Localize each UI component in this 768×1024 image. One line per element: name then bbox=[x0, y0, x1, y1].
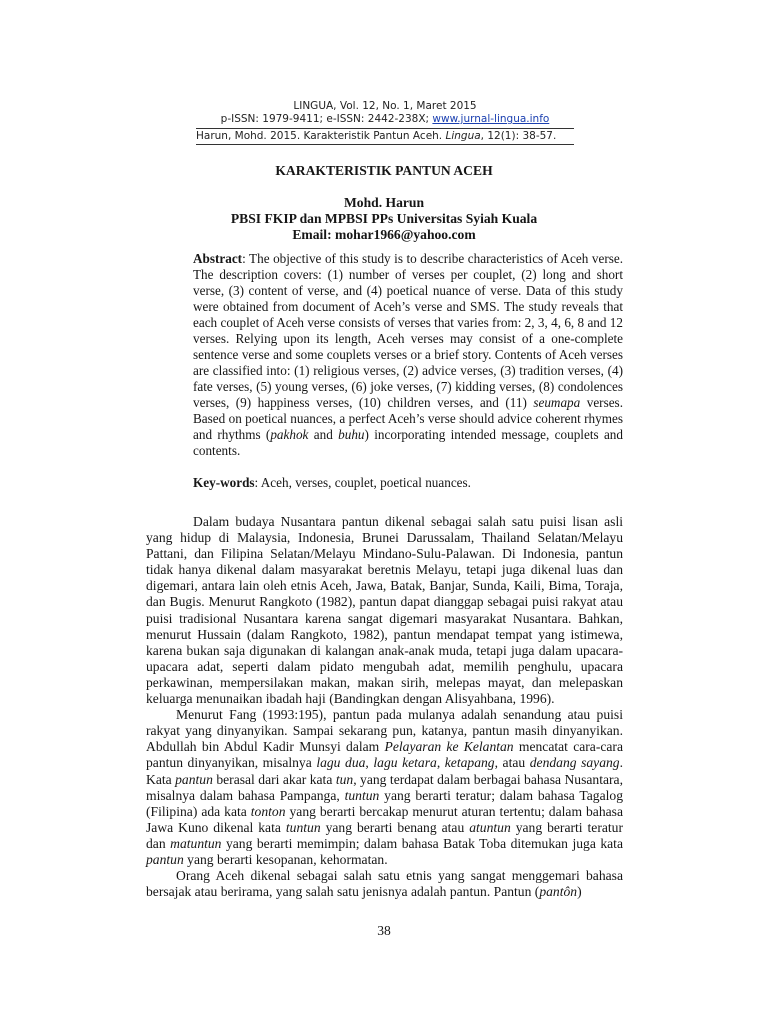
italic-term: tuntun bbox=[344, 787, 380, 803]
text-run: , bbox=[436, 755, 445, 771]
text-run: yang berarti kesopanan, kehormatan. bbox=[183, 851, 388, 867]
italic-term: matuntun bbox=[170, 835, 222, 851]
citation-prefix: Harun, Mohd. 2015. Karakteristik Pantun Aceh. bbox=[196, 130, 446, 142]
text-run: yang berarti benang atau bbox=[320, 819, 470, 835]
text-run: yang berarti teratur dan bbox=[146, 819, 623, 851]
text-run: mencatat cara-cara pantun dinyanyikan, misalnya bbox=[146, 739, 623, 771]
issn-line bbox=[196, 113, 574, 126]
term-seumapa: seumapa bbox=[533, 395, 581, 410]
article-title: KARAKTERISTIK PANTUN ACEH bbox=[275, 163, 493, 178]
title-block bbox=[0, 163, 768, 179]
term-buhu: buhu bbox=[338, 427, 365, 442]
text-run: Menurut Fang (1993:195), pantun pada mulanya adalah senandung atau puisi rakyat yang dinyanyikan. Sampai sekarang pun, katanya, pantun masih dinyanyikan. Abdullah bin Abdul Kadir Munsyi dalam bbox=[146, 707, 623, 755]
citation-suffix: , 12(1): 38-57. bbox=[480, 130, 557, 142]
author-email: Email: mohar1966@yahoo.com bbox=[292, 227, 476, 242]
text-run: , yang terdapat dalam berbagai bahasa Nusantara, misalnya dalam bahasa Pampanga, bbox=[146, 771, 623, 803]
keywords-text: : Aceh, verses, couplet, poetical nuances. bbox=[254, 475, 471, 490]
abstract-text: verses. Based on poetical nuances, a perfect Aceh’s verse should advice coherent rhymes and rhythms ( bbox=[193, 395, 623, 442]
body-text bbox=[146, 514, 623, 900]
italic-term: pantun bbox=[175, 771, 213, 787]
italic-term: Pelayaran ke Kelantan bbox=[384, 739, 514, 755]
text-run: yang berarti bercakap menurut aturan tertentu; dalam bahasa Jawa Kuno dikenal kata bbox=[146, 803, 623, 835]
abstract bbox=[193, 251, 623, 491]
italic-term: lagu dua bbox=[316, 755, 366, 771]
italic-term: tun bbox=[335, 771, 354, 787]
italic-term: dendang sayang bbox=[529, 755, 620, 771]
italic-term: pantun bbox=[146, 851, 184, 867]
author-affiliation: PBSI FKIP dan MPBSI PPs Universitas Syiah Kuala bbox=[230, 211, 538, 226]
italic-term: ketapang bbox=[444, 755, 495, 771]
italic-term: pantôn bbox=[539, 884, 578, 900]
keywords-label: Key-words bbox=[193, 475, 255, 490]
italic-term: lagu ketara bbox=[373, 755, 437, 771]
term-pakhok: pakhok bbox=[270, 427, 309, 442]
body-paragraph-3 bbox=[146, 868, 623, 900]
page-number: 38 bbox=[377, 923, 391, 938]
author-block bbox=[0, 195, 768, 243]
author-name: Mohd. Harun bbox=[343, 195, 425, 210]
italic-term: tonton bbox=[250, 803, 286, 819]
body-paragraph-1: Dalam budaya Nusantara pantun dikenal sebagai salah satu puisi lisan asli yang hidup di Malaysia, Indonesia, Brunei Darussalam, Thailand Selatan/Melayu Pattani, dan Filipina Selatan/Melayu Mindano-Sulu-Palawan. Di Indonesia, pantun tidak hanya dikenal dalam masyarakat beretnis Melayu, tetapi juga dikenal luas dan digemari, antara lain oleh etnis Aceh, Jawa, Batak, Banjar, Sunda, Kaili, Bima, Toraja, dan Bugis. Menurut Rangkoto (1982), pantun dapat dianggap sebagai puisi rakyat atau puisi tradisional Nusantara karena sangat digemari masyarakat Nusantara. Bahkan, menurut Hussain (dalam Rangkoto, 1982), pantun mendapat tempat yang istimewa, karena bukan saja digunakan di kalangan anak-anak muda, tetapi juga dalam upacara-upacara adat, seperti dalam pidato mengubah adat, memilih penghulu, upacara perkawinan, mempersilakan makan, makan sirih, melepas mayat, dan melepaskan keluarga menunaikan ibadah haji (Bandingkan dengan Alisyahbana, 1996). bbox=[146, 514, 623, 707]
abstract-text: and bbox=[308, 427, 339, 442]
text-run: yang berarti teratur; dalam bahasa Tagalog (Filipina) ada kata bbox=[146, 787, 623, 819]
abstract-paragraph bbox=[193, 251, 623, 459]
body-paragraph-2 bbox=[146, 707, 623, 868]
text-run: . Kata bbox=[146, 755, 624, 787]
italic-term: tuntun bbox=[285, 819, 321, 835]
text-run: berasal dari akar kata bbox=[212, 771, 336, 787]
text-run: yang berarti memimpin; dalam bahasa Batak Toba ditemukan juga kata bbox=[221, 835, 623, 851]
citation-journal: Lingua bbox=[445, 130, 481, 142]
abstract-text: : The objective of this study is to describe characteristics of Aceh verse. The description covers: (1) number of verses per couplet, (2) long and short verse, (3) content of verse, and (4) poetical nuance of verse. Data of this study were obtained from document of Aceh’s verse and SMS. The study reveals that each couplet of Aceh verse consists of verses that varies from: 2, 3, 4, 6, 8 and 12 verses. Relying upon its length, Aceh verses may consist of a one-complete sentence verse and some couplets verses or a brief story. Contents of Aceh verses are classified into: (1) religious verses, (2) advice verses, (3) tradition verses, (4) fate verses, (5) young verses, (6) joke verses, (7) kidding verses, (8) condolences verses, (9) happiness verses, (10) children verses, and (11) bbox=[193, 251, 623, 410]
issn-text: p-ISSN: 1979-9411; e-ISSN: 2442-238X; bbox=[220, 113, 433, 125]
text-run: Orang Aceh dikenal sebagai salah satu etnis yang sangat menggemari bahasa bersajak atau berirama, yang salah satu jenisnya adalah pantun. Pantun ( bbox=[146, 868, 623, 900]
journal-url-link[interactable]: www.jurnal-lingua.info bbox=[432, 113, 550, 125]
text-run: , bbox=[365, 755, 374, 771]
abstract-text: ) incorporating intended message, couplets and contents. bbox=[193, 427, 623, 458]
running-header bbox=[196, 100, 574, 145]
journal-volume-line: LINGUA, Vol. 12, No. 1, Maret 2015 bbox=[293, 100, 477, 112]
citation-line bbox=[196, 128, 574, 145]
italic-term: atuntun bbox=[469, 819, 511, 835]
keywords bbox=[193, 475, 623, 491]
abstract-label: Abstract bbox=[193, 251, 243, 266]
text-run: ) bbox=[577, 884, 582, 900]
text-run: , atau bbox=[494, 755, 530, 771]
